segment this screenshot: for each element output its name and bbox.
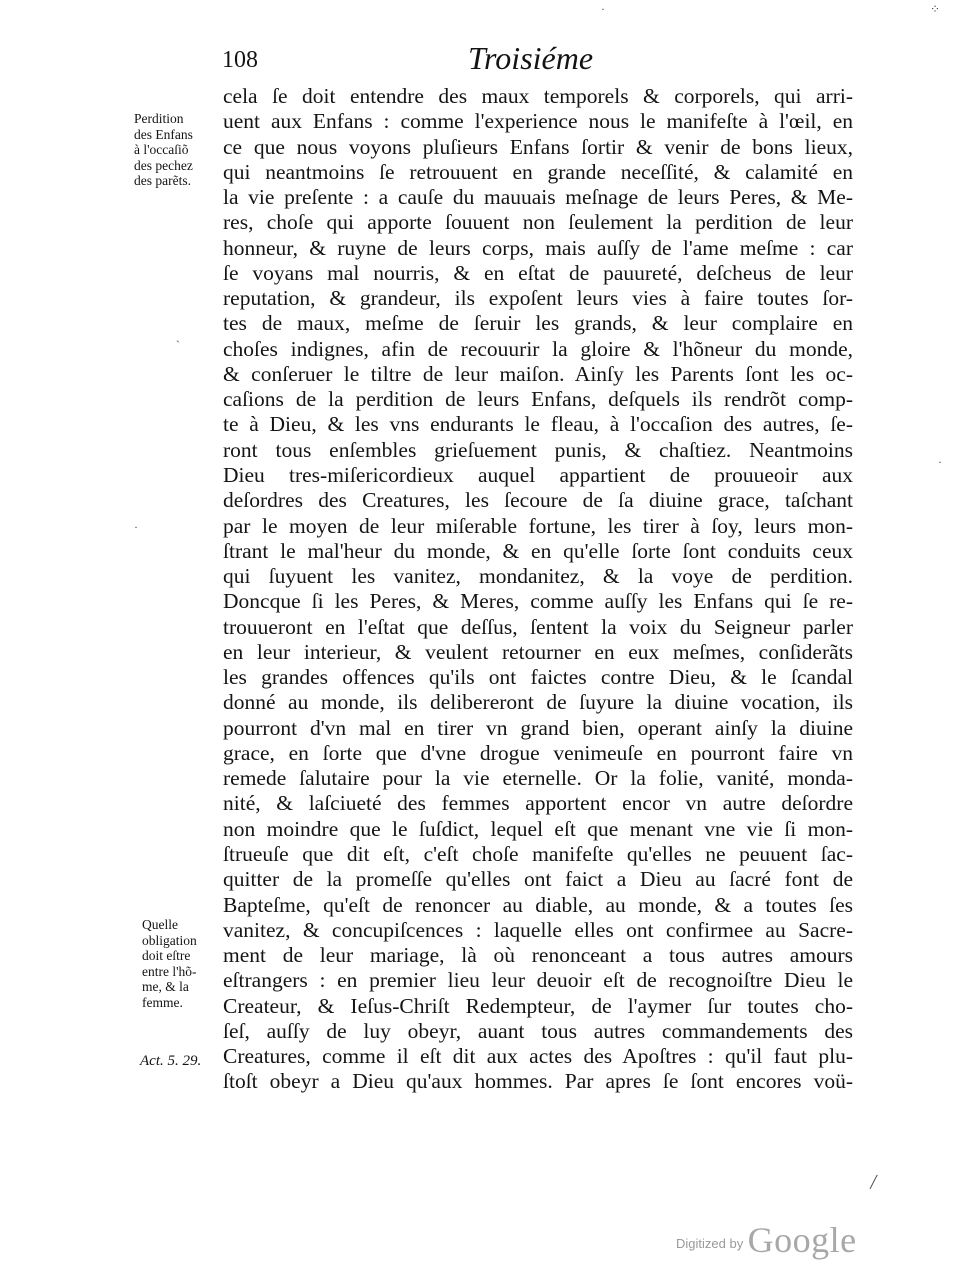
scan-speck: · bbox=[601, 2, 605, 16]
margin-note-line: Act. 5. 29. bbox=[140, 1053, 202, 1069]
scan-speck: · bbox=[134, 520, 138, 534]
text-line: qui neantmoins ſe retrouuent en grande neceſſité, & calamité en bbox=[223, 159, 853, 184]
scan-speck: ⁘ bbox=[930, 2, 941, 16]
text-line: Creatures, comme il eſt dit aux actes des Apoſtres : qu'il faut plu- bbox=[223, 1044, 853, 1069]
text-line: par le moyen de leur miſerable fortune, les tirer à ſoy, leurs mon- bbox=[223, 513, 853, 538]
text-line: pourront d'vn mal en tirer vn grand bien, operant ainſy la diuine bbox=[223, 715, 853, 740]
text-line: reputation, & grandeur, ils expoſent leurs vies à faire toutes ſor- bbox=[223, 286, 853, 311]
margin-note-perdition bbox=[134, 111, 193, 189]
text-line: ront tous enſembles grieſuement punis, & chaſtiez. Neantmoins bbox=[223, 437, 853, 462]
text-line: ſeſ, auſſy de luy obeyr, auant tous autres commandements des bbox=[223, 1018, 853, 1043]
margin-note-line: des pechez bbox=[134, 157, 193, 173]
text-line: quitter de la promeſſe qu'elles ont faict a Dieu au ſacré font de bbox=[223, 867, 853, 892]
text-line: nité, & laſciueté des femmes apportent encor vn autre deſordre bbox=[223, 791, 853, 816]
text-line: ſtrant le mal'heur du monde, & en qu'elle ſorte ſont conduits ceux bbox=[223, 538, 853, 563]
text-line: honneur, & ruyne de leurs corps, mais auſſy de l'ame meſme : car bbox=[223, 235, 853, 260]
margin-note-line: obligation bbox=[142, 932, 197, 948]
text-line: ſtrueuſe que dit eſt, c'eſt choſe manifeſte qu'elles ne peuuent ſac- bbox=[223, 841, 853, 866]
text-line: grace, en ſorte que d'vne drogue venimeuſe en pourront faire vn bbox=[223, 740, 853, 765]
scan-speck: ˋ bbox=[176, 338, 180, 352]
text-line: caſions de la perdition de leurs Enfans, deſquels ils rendrõt comp- bbox=[223, 387, 853, 412]
scan-speck: · bbox=[938, 455, 942, 469]
text-line: ce que nous voyons pluſieurs Enfans ſortir & venir de bons lieux, bbox=[223, 134, 853, 159]
margin-note-line: Perdition bbox=[134, 111, 184, 126]
google-watermark bbox=[676, 1219, 857, 1261]
margin-note-line: doit eſtre bbox=[142, 948, 191, 963]
text-line: deſordres des Creatures, les ſecoure de ſa diuine grace, taſchant bbox=[223, 488, 853, 513]
text-line: non moindre que le ſuſdict, lequel eſt que menant vne vie ſi mon- bbox=[223, 816, 853, 841]
margin-note-line: des Enfans bbox=[134, 126, 193, 142]
text-line: ſtoſt obeyr a Dieu qu'aux hommes. Par apres ſe ſont encores voü- bbox=[223, 1069, 853, 1094]
text-line: Createur, & Ieſus-Chriſt Redempteur, de l'aymer ſur toutes cho- bbox=[223, 993, 853, 1018]
margin-note-obligation bbox=[142, 917, 197, 1010]
margin-note-line: femme. bbox=[142, 994, 183, 1010]
body-text bbox=[223, 84, 853, 1095]
text-line: te à Dieu, & les vns endurants le fleau, à l'occaſion des autres, ſe- bbox=[223, 412, 853, 437]
text-line: trouueront en l'eſtat que deſſus, ſentent la voix du Seigneur parler bbox=[223, 614, 853, 639]
margin-note-reference bbox=[140, 1054, 201, 1070]
scan-speck: ╱ bbox=[870, 1175, 878, 1189]
text-line: eſtrangers : en premier lieu leur deuoir eſt de recognoiſtre Dieu le bbox=[223, 968, 853, 993]
text-line: Doncque ſi les Peres, & Meres, comme auſſy les Enfans qui ſe re- bbox=[223, 589, 853, 614]
text-line: la vie preſente : a cauſe du mauuais meſnage de leurs Peres, & Me- bbox=[223, 185, 853, 210]
text-line: donné au monde, ils delibereront de ſuyure la diuine vocation, ils bbox=[223, 690, 853, 715]
text-line: ſe voyans mal nourris, & en eſtat de pauureté, deſcheus de leur bbox=[223, 260, 853, 285]
text-line: cela ſe doit entendre des maux temporels & corporels, qui arri- bbox=[223, 84, 853, 108]
text-line: tes de maux, meſme de ſeruir les grands, & leur complaire en bbox=[223, 311, 853, 336]
text-line: qui ſuyuent les vanitez, mondanitez, & la voye de perdition. bbox=[223, 564, 853, 589]
text-line: remede ſalutaire pour la vie eternelle. Or la folie, vanité, monda- bbox=[223, 766, 853, 791]
text-line: uent aux Enfans : comme l'experience nous le manifeſte à l'œil, en bbox=[223, 109, 853, 134]
text-line: & conſeruer le tiltre de leur maiſon. Ainſy les Parents ſont les oc- bbox=[223, 361, 853, 386]
text-line: Bapteſme, qu'eſt de renoncer au diable, au monde, & a toutes ſes bbox=[223, 892, 853, 917]
text-line: res, choſe qui apporte ſouuent non ſeulement la perdition de leur bbox=[223, 210, 853, 235]
text-line: Dieu tres-miſericordieux auquel appartient de prouueoir aux bbox=[223, 462, 853, 487]
margin-note-line: me, & la bbox=[142, 979, 189, 994]
page-number: 108 bbox=[222, 47, 258, 73]
text-line: vanitez, & concupiſcences : laquelle elles ont confirmee au Sacre- bbox=[223, 917, 853, 942]
margin-note-line: des parẽts. bbox=[134, 173, 191, 188]
margin-note-line: à l'occaſiõ bbox=[134, 142, 189, 157]
watermark-prefix: Digitized by bbox=[676, 1236, 744, 1251]
margin-note-line: Quelle bbox=[142, 917, 178, 932]
text-line: ment de leur mariage, là où renonceant a tous autres amours bbox=[223, 943, 853, 968]
running-title: Troisiéme bbox=[468, 40, 594, 76]
text-line: en leur interieur, & veulent retourner en eux meſmes, conſiderãts bbox=[223, 639, 853, 664]
text-line: choſes indignes, afin de recouurir la gloire & l'hõneur du monde, bbox=[223, 336, 853, 361]
google-logo: Google bbox=[747, 1220, 857, 1260]
margin-note-line: entre l'hõ- bbox=[142, 963, 197, 979]
text-line: les grandes offences qu'ils ont faictes contre Dieu, & le ſcandal bbox=[223, 665, 853, 690]
